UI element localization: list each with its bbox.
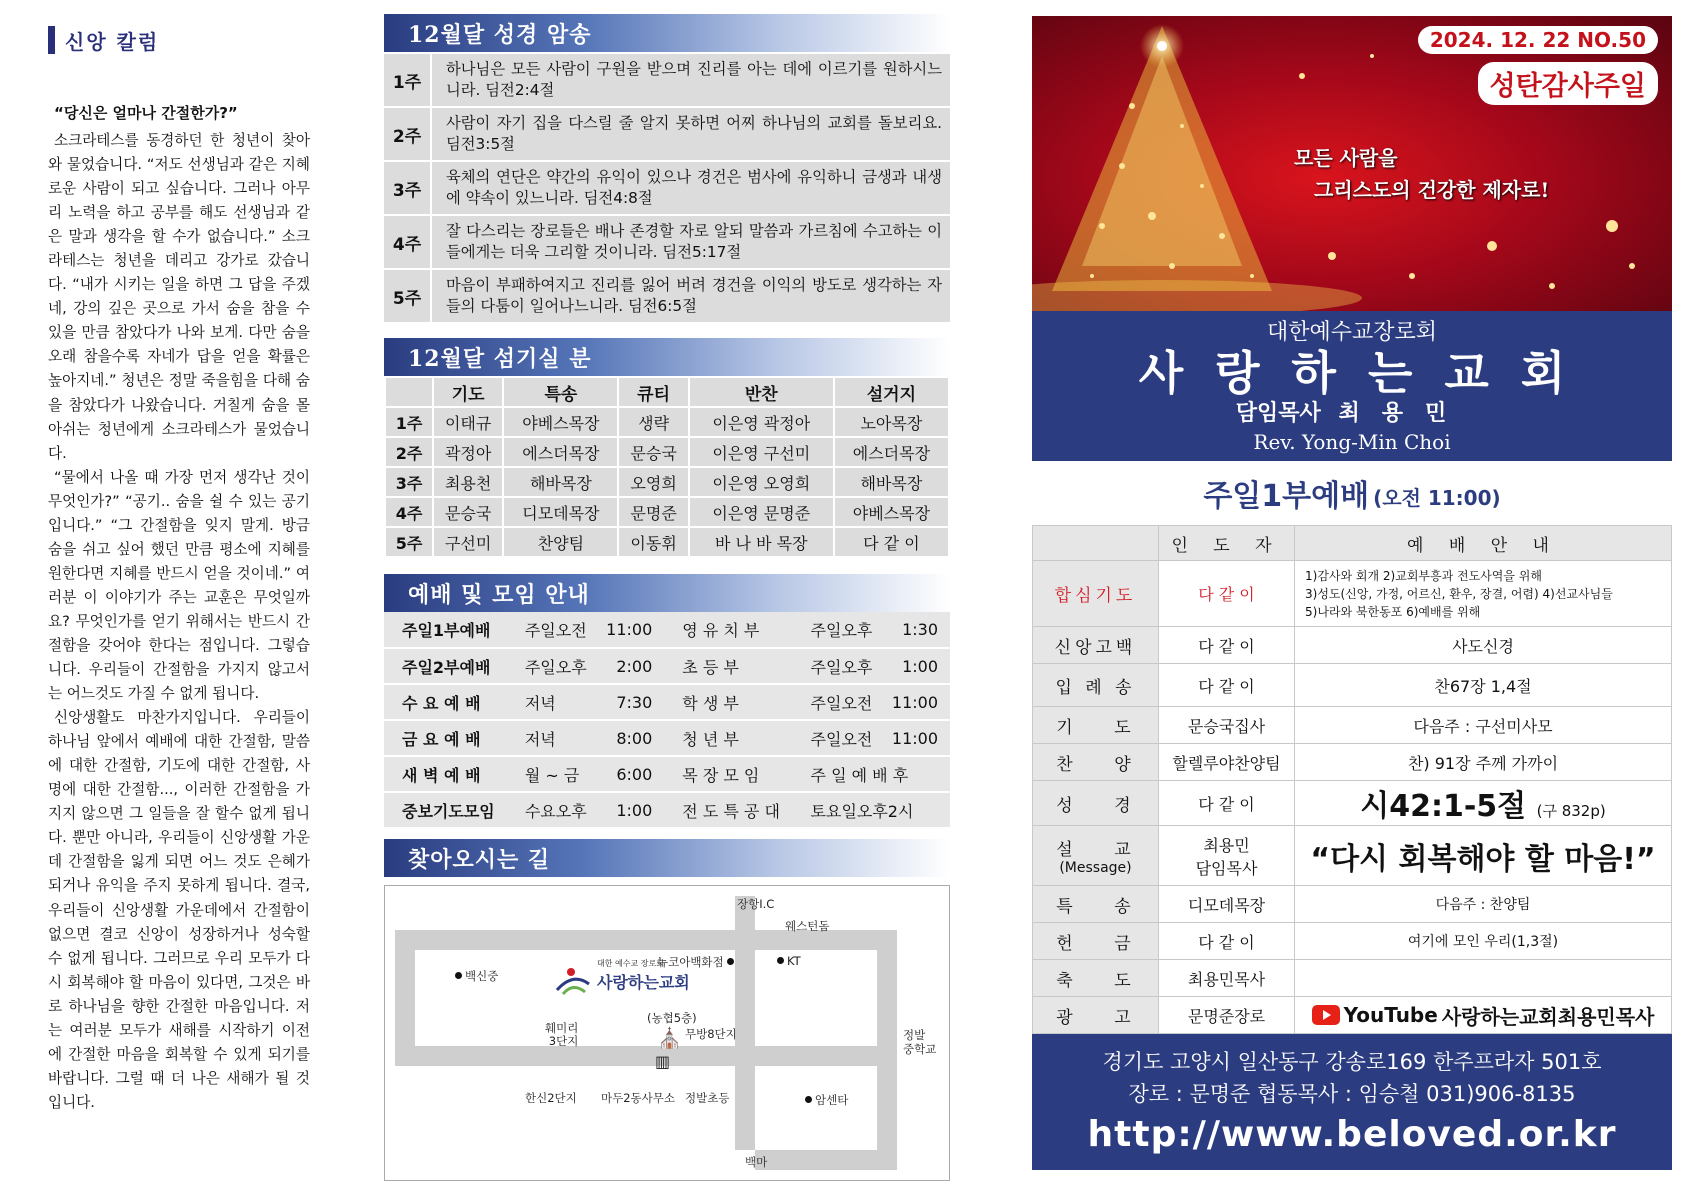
column-header — [385, 377, 433, 407]
pastor-label: 담임목사 — [1235, 401, 1321, 426]
youtube-channel[interactable] — [1295, 997, 1672, 1034]
table-cell: 이은영 곽정아 — [689, 407, 834, 437]
week-label: 4주 — [385, 497, 433, 527]
map-label-baeksin — [455, 968, 498, 984]
scripture-reference: 시42:1-5절 — [1360, 789, 1527, 824]
pastor-line — [1032, 400, 1672, 428]
meeting-name: 새 벽 예 배 — [384, 756, 507, 792]
table-cell: 야베스목장 — [503, 407, 618, 437]
map-dot — [455, 972, 462, 979]
meeting-name: 주일2부예배 — [384, 648, 507, 684]
duty-header: 12월달 섬기실 분 — [384, 338, 950, 376]
map-label-baekma: 백마 — [745, 1155, 768, 1169]
pastor-name: 최용민 — [1338, 401, 1469, 426]
column-header: 반찬 — [689, 377, 834, 407]
cancer-text: 암센타 — [815, 1093, 849, 1107]
map-label-jeongbal-mid: 정발 중학교 — [903, 1028, 937, 1056]
service-time: (오전 11:00) — [1373, 485, 1501, 510]
church-motto — [1294, 142, 1549, 206]
christmas-banner — [1032, 16, 1672, 311]
meeting-time: 7:30 — [595, 684, 664, 720]
memory-verse-row — [384, 268, 950, 322]
youtube-link[interactable] — [1312, 1001, 1655, 1030]
table-row — [1033, 744, 1672, 781]
memory-verse-row — [384, 160, 950, 214]
table-row — [385, 527, 949, 557]
meeting-name: 주일1부예배 — [384, 612, 507, 648]
map-road — [395, 1046, 897, 1066]
table-cell: 디모데목장 — [503, 497, 618, 527]
order-item-label: 설 교 — [1056, 840, 1135, 860]
church-logo-name: 사랑하는교회 — [597, 973, 690, 992]
table-cell: 오영희 — [618, 467, 688, 497]
meeting-day: 주일오전 — [793, 684, 882, 720]
table-cell: 문승국 — [433, 497, 503, 527]
verse-text: 잘 다스리는 장로들은 배나 존경할 자로 알되 말씀과 가르침에 수고하는 이들에게는 더욱 그리할 것이니라. 딤전5:17절 — [446, 222, 942, 261]
meetings-table — [384, 612, 950, 829]
column-title: 신앙 칼럼 — [65, 29, 160, 54]
order-detail: 찬) 91장 주께 가까이 — [1295, 744, 1672, 781]
church-title-block — [1032, 311, 1672, 461]
table-cell: 야베스목장 — [834, 497, 949, 527]
map-label-westerndom: 웨스턴돔 — [785, 919, 830, 933]
order-item: 합심기도 — [1033, 561, 1159, 627]
column-header: 큐티 — [618, 377, 688, 407]
preacher-title: 담임목사 — [1195, 858, 1258, 878]
denomination: 대한예수교장로회 — [1266, 320, 1438, 345]
order-detail: 다음주 : 찬양팀 — [1295, 886, 1672, 923]
order-item-sub: (Message) — [1059, 860, 1132, 876]
week-label: 3주 — [385, 467, 433, 497]
order-item — [1033, 826, 1159, 886]
week-label: 2주 — [385, 437, 433, 467]
week-label: 5주 — [384, 270, 432, 322]
column-subtitle: “당신은 얼마나 간절한가?” — [54, 104, 238, 122]
table-row — [1033, 886, 1672, 923]
order-item: 입 례 송 — [1033, 664, 1159, 707]
week-label: 1주 — [384, 54, 432, 106]
map-dot — [805, 1096, 812, 1103]
table-cell: 노아목장 — [834, 407, 949, 437]
service-title — [1032, 461, 1672, 525]
table-row — [1033, 826, 1672, 886]
memory-verse-list — [384, 52, 950, 322]
order-item: 기 도 — [1033, 707, 1159, 744]
order-leader: 문명준장로 — [1159, 997, 1295, 1034]
table-row — [1033, 781, 1672, 826]
meeting-day: 수요오후 — [507, 792, 596, 828]
cover-column — [1032, 16, 1672, 1170]
table-row — [384, 648, 950, 684]
table-cell: 해바목장 — [503, 467, 618, 497]
column-header — [48, 22, 310, 58]
meeting-day: 저녁 — [507, 684, 596, 720]
meeting-time: 1:00 — [595, 792, 664, 828]
meeting-day: 월 ~ 금 — [507, 756, 596, 792]
memory-verse-row — [384, 214, 950, 268]
table-row — [385, 467, 949, 497]
meeting-day: 토요일오후2시 — [793, 792, 950, 828]
church-logo — [553, 958, 703, 1006]
table-header-row — [1033, 526, 1672, 561]
table-header-row — [385, 377, 949, 407]
preacher-name: 최용민 — [1203, 835, 1250, 855]
meeting-time: 6:00 — [595, 756, 664, 792]
table-row — [1033, 923, 1672, 960]
motto-line: 모든 사람을 — [1294, 146, 1398, 170]
church-name: 사랑하는교회 — [1138, 346, 1598, 400]
table-row — [385, 407, 949, 437]
column-paragraph: 소크라테스를 동경하던 한 청년이 찾아와 물었습니다. “저도 선생님과 같은 지혜로운 사람이 되고 싶습니다. 그러나 아무리 노력을 하고 공부를 해도 선생님과 같은 말과 생각을 할 수가 없습니다.” 소크라테스는 청년을 데리고 강가로 갔습니다. “내가 시키는 일을 하면 그 답을 주겠네, 강의 깊은 곳으로 가서 숨을 참을 수 있을 만큼 참았다가 나와 보게. 다만 숨을 오래 참을수록 자네가 답을 얻을 확률은 높아지네.” 청년은 정말 죽을힘을 다해 숨을 참았다가 나왔습니다. 거칠게 숨을 몰아쉬는 청년에게 소크라테스가 물었습니다. — [48, 132, 310, 462]
meeting-name: 청 년 부 — [664, 720, 792, 756]
verse-text: 육체의 연단은 약간의 유익이 있으나 경건은 범사에 유익하니 금생과 내생에 약속이 있느니라. 딤전4:8절 — [446, 168, 942, 207]
crosswalk-icon: ▥ — [655, 1052, 671, 1071]
meeting-day: 주일오후 — [793, 612, 882, 648]
meeting-time: 11:00 — [595, 612, 664, 648]
map-label-cancer — [805, 1092, 848, 1108]
table-row — [385, 497, 949, 527]
memory-verse-row — [384, 106, 950, 160]
church-logo-small: 대한 예수교 장로회 — [597, 959, 664, 968]
order-item: 헌 금 — [1033, 923, 1159, 960]
order-item: 성 경 — [1033, 781, 1159, 826]
order-leader: 다 같 이 — [1159, 627, 1295, 664]
church-contact: 장로 : 문명준 협동목사 : 임승철 031)906-8135 — [1128, 1082, 1576, 1106]
order-detail: 사도신경 — [1295, 627, 1672, 664]
meeting-day: 주일오전 — [507, 612, 596, 648]
table-row — [384, 756, 950, 792]
table-row — [384, 792, 950, 828]
service-name: 주일1부예배 — [1203, 479, 1370, 514]
order-detail: 여기에 모인 우리(1,3절) — [1295, 923, 1672, 960]
pastor-english-name: Rev. Yong-Min Choi — [1253, 430, 1451, 454]
verse-text: 마음이 부패하여지고 진리를 잃어 버려 경건을 이익의 방도로 생각하는 자들의 다툼이 일어나느니라. 딤전6:5절 — [446, 276, 942, 315]
table-cell: 구선미 — [433, 527, 503, 557]
order-detail: 다음주 : 구선미사모 — [1295, 707, 1672, 744]
column-header — [1033, 526, 1159, 561]
table-row — [385, 437, 949, 467]
order-leader — [1159, 826, 1295, 886]
meeting-name: 목 장 모 임 — [664, 756, 792, 792]
meeting-name: 수 요 예 배 — [384, 684, 507, 720]
meetings-header: 예배 및 모임 안내 — [384, 574, 950, 612]
baeksin-text: 백신중 — [465, 969, 499, 983]
order-leader: 문승국집사 — [1159, 707, 1295, 744]
map-label-buvang: 무방8단지 — [685, 1027, 737, 1041]
faith-column — [48, 22, 310, 1115]
meeting-time: 11:00 — [881, 684, 950, 720]
table-cell: 곽정아 — [433, 437, 503, 467]
week-label: 5주 — [385, 527, 433, 557]
column-header: 기도 — [433, 377, 503, 407]
table-cell: 바 나 바 목장 — [689, 527, 834, 557]
table-row — [1033, 664, 1672, 707]
meeting-name: 영 유 치 부 — [664, 612, 792, 648]
table-row — [1033, 561, 1672, 627]
sunday-title: 성탄감사주일 — [1478, 62, 1659, 105]
table-cell: 이동휘 — [618, 527, 688, 557]
order-leader: 최용민목사 — [1159, 960, 1295, 997]
table-row — [1033, 627, 1672, 664]
table-cell: 에스더목장 — [834, 437, 949, 467]
table-cell: 생략 — [618, 407, 688, 437]
map-road — [877, 930, 897, 1170]
order-detail — [1295, 960, 1672, 997]
map-label-madu: 마두2동사무소 — [601, 1091, 675, 1105]
table-cell: 다 같 이 — [834, 527, 949, 557]
duty-table — [384, 376, 950, 558]
table-cell: 이태규 — [433, 407, 503, 437]
table-row — [384, 684, 950, 720]
schedule-column — [384, 14, 950, 1181]
verse-text: 하나님은 모든 사람이 구원을 받으며 진리를 아는 데에 이르기를 원하시느니라. 딤전2:4절 — [446, 60, 942, 99]
column-body — [48, 129, 310, 1115]
chapel-icon: ⛪ — [657, 1026, 682, 1050]
scripture-page: (구 832p) — [1536, 802, 1606, 820]
worship-order-table — [1032, 525, 1672, 1034]
order-item: 신앙고백 — [1033, 627, 1159, 664]
column-header: 인 도 자 — [1159, 526, 1295, 561]
meeting-name: 금 요 예 배 — [384, 720, 507, 756]
table-cell: 문명준 — [618, 497, 688, 527]
table-cell: 에스더목장 — [503, 437, 618, 467]
memory-verse-header: 12월달 성경 암송 — [384, 14, 950, 52]
week-label: 4주 — [384, 216, 432, 268]
order-leader: 디모데목장 — [1159, 886, 1295, 923]
table-row — [1033, 707, 1672, 744]
map-label-kt — [777, 954, 801, 968]
sermon-title: “다시 회복해야 할 마음!” — [1295, 826, 1672, 886]
verse-text: 사람이 자기 집을 다스릴 줄 알지 못하면 어찌 하나님의 교회를 돌보리요. 딤전3:5절 — [446, 114, 942, 153]
meeting-name: 중보기도모임 — [384, 792, 507, 828]
order-item: 찬 양 — [1033, 744, 1159, 781]
week-label: 3주 — [384, 162, 432, 214]
meeting-day: 주 일 예 배 후 — [793, 756, 950, 792]
table-cell: 해바목장 — [834, 467, 949, 497]
meeting-time: 1:00 — [881, 648, 950, 684]
church-footer — [1032, 1034, 1672, 1170]
youtube-icon — [1312, 1005, 1340, 1025]
meeting-time: 2:00 — [595, 648, 664, 684]
order-leader: 다 같 이 — [1159, 664, 1295, 707]
column-header: 특송 — [503, 377, 618, 407]
map-dot — [727, 958, 734, 965]
meeting-time: 1:30 — [881, 612, 950, 648]
map-label-nonghyup: (농협5층) — [647, 1011, 697, 1025]
meeting-day: 저녁 — [507, 720, 596, 756]
youtube-channel-name: 사랑하는교회최용민목사 — [1441, 1004, 1655, 1029]
week-label: 2주 — [384, 108, 432, 160]
memory-verse-row — [384, 52, 950, 106]
meeting-day: 주일오후 — [507, 648, 596, 684]
table-cell: 문승국 — [618, 437, 688, 467]
map-label-humiri: 훼미리 3단지 — [545, 1021, 579, 1048]
church-logo-icon — [553, 962, 593, 1002]
table-cell: 찬양팀 — [503, 527, 618, 557]
meeting-time: 8:00 — [595, 720, 664, 756]
table-cell: 이은영 오영희 — [689, 467, 834, 497]
meeting-day: 주일오전 — [793, 720, 882, 756]
table-row — [384, 720, 950, 756]
order-detail: 찬67장 1,4절 — [1295, 664, 1672, 707]
table-cell: 이은영 구선미 — [689, 437, 834, 467]
header-bar — [48, 26, 55, 54]
column-header: 설거지 — [834, 377, 949, 407]
table-cell: 이은영 문명준 — [689, 497, 834, 527]
table-cell: 최용천 — [433, 467, 503, 497]
scripture-reading — [1295, 781, 1672, 826]
motto-line: 그리스도의 건강한 제자로! — [1314, 178, 1550, 202]
order-item: 특 송 — [1033, 886, 1159, 923]
meeting-time: 11:00 — [881, 720, 950, 756]
column-header: 예 배 안 내 — [1295, 526, 1672, 561]
map-road — [755, 1150, 897, 1170]
map-road — [395, 930, 415, 1066]
directions-header: 찾아오시는 길 — [384, 839, 950, 877]
youtube-wordmark: YouTube — [1343, 1003, 1438, 1027]
order-leader: 다 같 이 — [1159, 561, 1295, 627]
map-road — [735, 896, 755, 1150]
meeting-name: 전 도 특 공 대 — [664, 792, 792, 828]
order-leader: 다 같 이 — [1159, 781, 1295, 826]
kt-text: KT — [787, 954, 801, 968]
order-detail: 1)감사와 회개 2)교회부흥과 전도사역을 위해 3)성도(신앙, 가정, 어르신, 환우, 장결, 어렴) 4)선교사님들 5)나라와 북한동포 6)예배를 위해 — [1295, 561, 1672, 627]
directions-map — [384, 885, 950, 1181]
order-leader: 할렐루야찬양팀 — [1159, 744, 1295, 781]
order-item: 축 도 — [1033, 960, 1159, 997]
meeting-name: 초 등 부 — [664, 648, 792, 684]
map-label-jeongbal-elem: 정발초등 — [685, 1091, 730, 1105]
church-address: 경기도 고양시 일산동구 강송로169 한주프라자 501호 — [1102, 1050, 1602, 1074]
church-website-link[interactable]: http://www.beloved.or.kr — [1087, 1114, 1617, 1155]
order-item: 광 고 — [1033, 997, 1159, 1034]
newcore-text: 뉴코아백화점 — [657, 955, 724, 969]
week-label: 1주 — [385, 407, 433, 437]
map-dot — [777, 957, 784, 964]
table-row — [384, 612, 950, 648]
meeting-day: 주일오후 — [793, 648, 882, 684]
column-paragraph: 신앙생활도 마찬가지입니다. 우리들이 하나님 앞에서 예배에 대한 간절함, 말씀에 대한 간절함, 기도에 대한 간절함, 사명에 대한 간절함..., 이러한 간절함을 가지지 않으면 그 일들을 잘 할수 없게 됩니다. 뿐만 아니라, 우리들이 신앙생활 가운데 간절함을 잃게 되면 어느 것도 은혜가 되거나 유익을 주지 못하게 됩니다. 결국, 우리들이 신앙생활 가운데에서 간절함이 없으면 결코 신앙이 성장하거나 성숙할 수 없게 됩니다. 그러므로 우리 모두가 다시 회복해야 할 마음이 있다면, 그것은 바로 하나님을 향한 간절한 마음입니다. 저는 여러분 모두가 새해를 시작하기 이전에 간절한 마음을 회복할 수 있게 되기를 바랍니다. 그럴 때 더 나은 새해가 될 것입니다. — [48, 709, 310, 1111]
map-label-hanshin: 한신2단지 — [525, 1091, 577, 1105]
table-row — [1033, 960, 1672, 997]
table-row — [1033, 997, 1672, 1034]
order-leader: 다 같 이 — [1159, 923, 1295, 960]
meeting-name: 학 생 부 — [664, 684, 792, 720]
issue-date: 2024. 12. 22 NO.50 — [1418, 26, 1658, 54]
map-label-ic: 장항I.C — [737, 897, 775, 911]
column-paragraph: “물에서 나올 때 가장 먼저 생각난 것이 무엇인가?” “공기.. 숨을 쉴 수 있는 공기입니다.” “그 간절함을 잊지 말게. 방금 숨을 쉬고 싶어 했던 만큼 평소에 지혜를 원한다면 지혜를 반드시 얻을 것이네.” 여러분 이 이야기가 주는 교훈은 무엇일까요? 무엇인가를 얻기 위해서는 반드시 간절함을 갖어야 한다는 점입니다. 그렇습니다. 우리들이 간절함을 가지지 않고서는 어느것도 가질 수 없게 됩니다. — [48, 468, 310, 703]
